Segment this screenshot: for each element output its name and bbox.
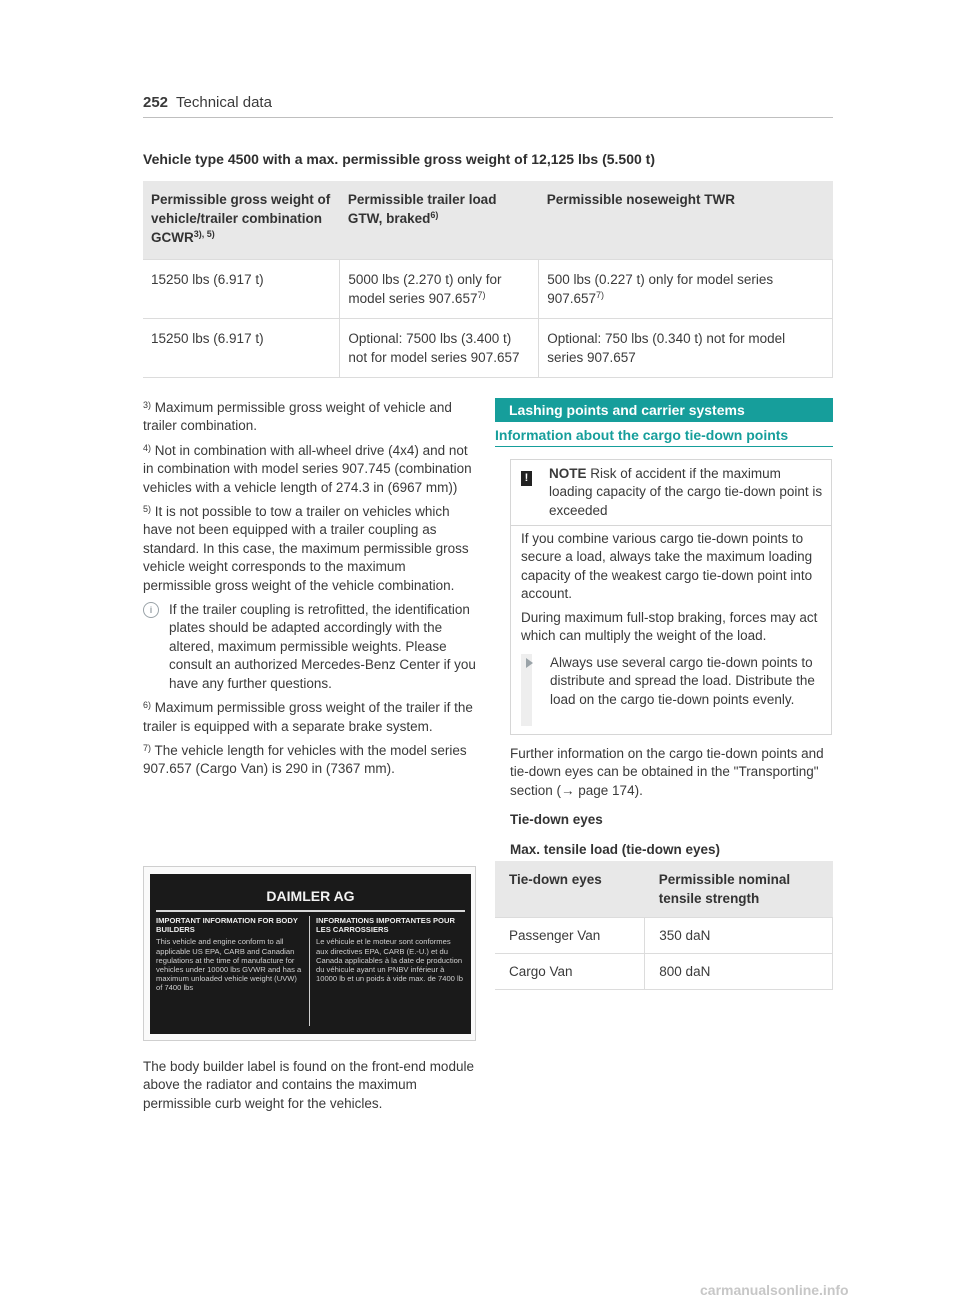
footnote-5: $^{5)}$ It is not possible to tow a trailer on vehicles which have not been equipped with a trailer coupling as standard. In this case, the maximum permissible gross vehicle weight corresponds to the maximum permissible gross weight of the vehicle combination. xyxy=(143,504,469,593)
footnote-6: $^{6)}$ Maximum permissible gross weight of the trailer if the trailer is equipped with a separate brake system. xyxy=(143,700,473,734)
footnote-7: $^{7)}$ The vehicle length for vehicles with the model series 907.657 (Cargo Van) is 290 in (7367 mm). xyxy=(143,742,467,777)
table-cell: Optional: 7500 lbs (3.400 t) not for model series 907.657 xyxy=(340,319,539,378)
table-cell: 15250 lbs (6.917 t) xyxy=(143,319,340,378)
notice-title: Risk of accident if the maximum loading capacity of the cargo tie-down point is exceeded xyxy=(549,466,823,518)
table-row: Cargo Van 800 daN xyxy=(495,954,833,990)
instruction-step: Always use several cargo tie-down points to distribute and spread the load. Distribute the load on the cargo tie-down points evenly. xyxy=(521,654,825,730)
label-separator xyxy=(309,916,310,1026)
label-english: IMPORTANT INFORMATION FOR BODY BUILDERS This vehicle and engine conform to all applicable US EPA, CARB and Canadian regulations at the time of manufacture for vehicles under 10000 lbs GVWR and has a maximum unloaded vehicle weight (UVW) of 7400 lbs xyxy=(156,916,302,993)
footnote-3: $^{3)}$ Maximum permissible gross weight of vehicle and trailer combination. xyxy=(143,400,452,434)
tie-down-heading: Tie-down eyes xyxy=(510,812,603,827)
col-header-twr: Permissible noseweight TWR xyxy=(539,181,833,260)
warning-icon: ! xyxy=(521,471,532,486)
col-header-gtw: Permissible trailer load GTW, braked$^{6)}$ xyxy=(340,181,539,260)
section-title: Technical data xyxy=(176,94,272,111)
info-icon: i xyxy=(143,602,159,618)
table-cell: Optional: 750 lbs (0.340 t) not for model series 907.657 xyxy=(539,319,833,378)
arrow-right-icon xyxy=(526,658,533,668)
trailer-load-table xyxy=(143,181,833,378)
body-builder-label-image xyxy=(143,866,476,1041)
table-row: Passenger Van 350 daN xyxy=(495,918,833,954)
page-number: 252 xyxy=(143,94,169,111)
section-banner: Lashing points and carrier systems xyxy=(495,398,833,422)
label-plate xyxy=(150,874,471,1034)
footnotes xyxy=(143,399,476,785)
label-divider xyxy=(156,910,465,912)
info-note: i If the trailer coupling is retrofitted, the identification plates should be adapted accordingly with the altered, maximum permissible weights. Please consult an authorized Mercedes-Benz Center if you have any further questions. xyxy=(143,601,476,693)
label-title: DAIMLER AG xyxy=(266,888,355,904)
label-caption: The body builder label is found on the front-end module above the radiator and contains the maximum permissible curb weight for the vehicles. xyxy=(143,1059,474,1111)
notice-body: If you combine various cargo tie-down points to secure a load, always take the maximum loading capacity of the weakest cargo tie-down point into account. During maximum full-stop braking, forces may act which can multiply the weight of the load. xyxy=(521,531,818,644)
notice-label: NOTE xyxy=(549,466,587,481)
subsection-heading: Information about the cargo tie-down points xyxy=(495,427,789,443)
table-cell: 5000 lbs (2.270 t) only for model series 907.657$^{7)}$ xyxy=(340,260,539,319)
tie-down-table xyxy=(495,861,833,990)
table-row xyxy=(143,319,833,378)
table-header-row xyxy=(143,181,833,260)
table-header-row: Tie-down eyes Permissible nominal tensile strength xyxy=(495,861,833,918)
page-header xyxy=(143,94,272,111)
vehicle-type-heading: Vehicle type 4500 with a max. permissible gross weight of 12,125 lbs (5.500 t) xyxy=(143,151,655,167)
footer-watermark: carmanualsonline.info xyxy=(700,1282,849,1298)
table-row xyxy=(143,260,833,319)
tie-down-subheading: Max. tensile load (tie-down eyes) xyxy=(510,842,721,857)
subsection-divider xyxy=(495,446,833,447)
table-cell: 15250 lbs (6.917 t) xyxy=(143,260,340,319)
notice-box xyxy=(510,459,832,735)
footnote-4: $^{4)}$ Not in combination with all-wheel drive (4x4) and not in combination with model series 907.745 (combination vehicles with a vehicle length of 274.3 in (6967 mm)) xyxy=(143,442,472,495)
notice-header xyxy=(511,460,831,526)
table-cell: 500 lbs (0.227 t) only for model series 907.657$^{7)}$ xyxy=(539,260,833,319)
label-french: INFORMATIONS IMPORTANTES POUR LES CARROSSIERS Le véhicule et le moteur sont conformes aux directives EPA, CARB (E.-U.) et du Canada applicables à la date de production du véhicule ayant un PNBV inférieur à 10000 lb et un poids à vide max. de 7400 lb xyxy=(316,916,463,984)
further-info-text: Further information on the cargo tie-down points and tie-down eyes can be obtained in the "Transporting" section (→ page 174). xyxy=(510,746,824,798)
header-divider xyxy=(143,117,833,118)
col-header-gcwr: Permissible gross weight of vehicle/trailer combination $GCWR^{3), 5)}$ xyxy=(143,181,340,260)
